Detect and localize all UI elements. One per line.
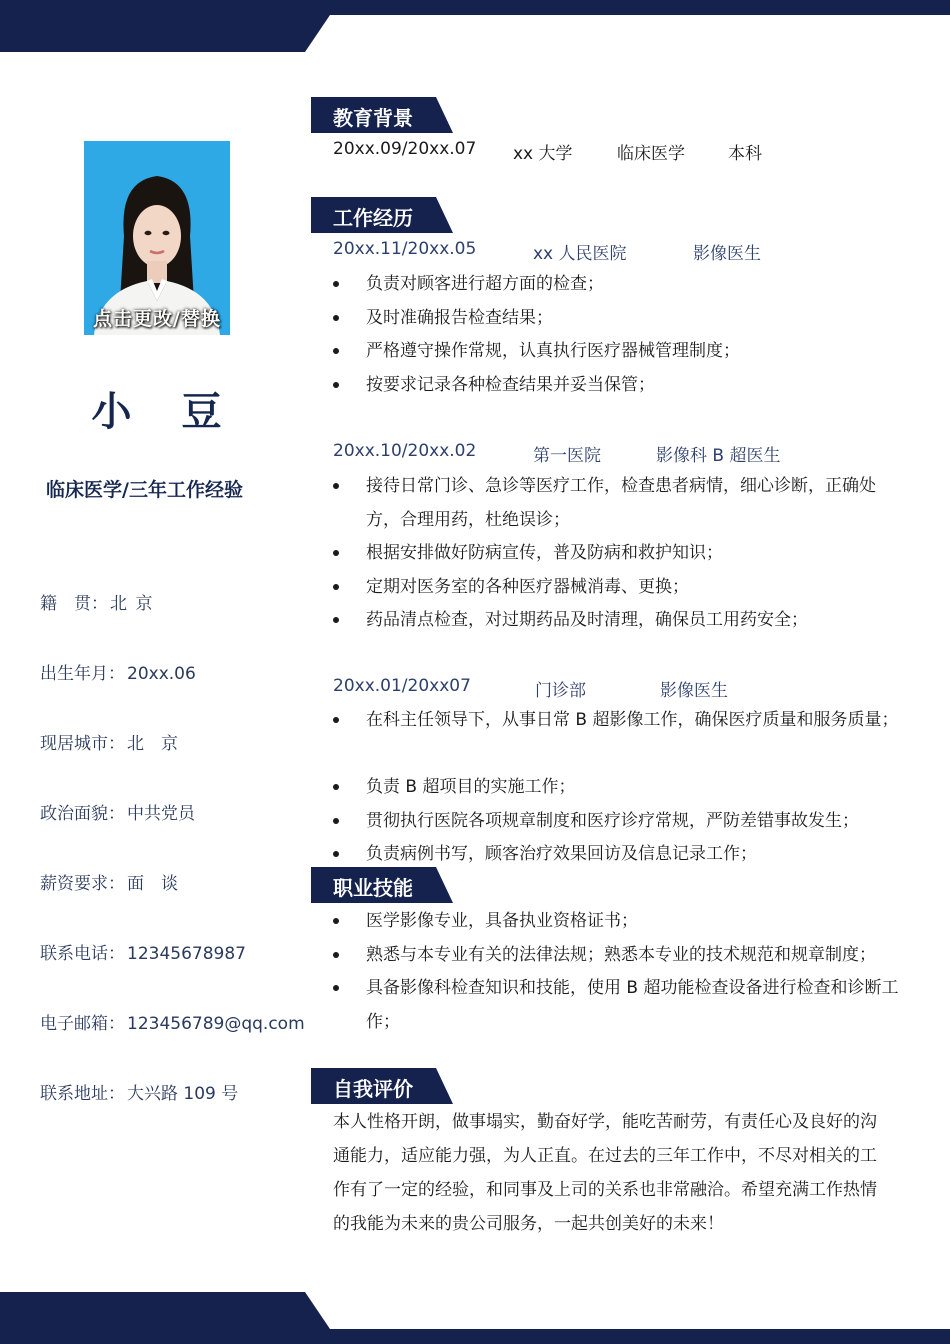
info-city [40, 729, 178, 754]
section-header-education [311, 97, 453, 133]
info-email [40, 1009, 305, 1034]
job-header [333, 239, 761, 264]
bullet-icon [333, 550, 339, 556]
bullet-icon [333, 483, 339, 489]
bullet-icon [333, 918, 339, 924]
section-title: 自我评价 [333, 1077, 413, 1101]
section-title: 职业技能 [333, 876, 413, 900]
job-header [333, 676, 728, 701]
list-item-text: 药品清点检查，对过期药品及时清理，确保员工用药安全； [366, 610, 808, 630]
list-item-text: 医学影像专业，具备执业资格证书； [366, 911, 638, 931]
section-title: 工作经历 [333, 206, 413, 230]
info-birth [40, 659, 196, 684]
list-item [333, 267, 903, 301]
list-item [333, 469, 903, 537]
candidate-name: 小豆 [91, 389, 272, 435]
info-label: 薪资要求： [40, 874, 125, 894]
bullet-icon [333, 818, 339, 824]
bullet-icon [333, 617, 339, 623]
info-salary [40, 869, 178, 894]
info-address [40, 1079, 238, 1104]
job-header [333, 441, 781, 466]
profile-photo[interactable] [84, 141, 230, 335]
list-item [333, 334, 903, 368]
bullet-icon [333, 851, 339, 857]
education-degree: 本科 [728, 144, 762, 164]
info-value: 123456789@qq.com [127, 1014, 305, 1034]
list-item-text: 负责病例书写，顾客治疗效果回访及信息记录工作； [366, 844, 757, 864]
list-item-text: 根据安排做好防病宣传，普及防病和救护知识； [366, 543, 723, 563]
info-value: 大兴路 109 号 [127, 1084, 239, 1104]
section-title: 教育背景 [333, 106, 413, 130]
list-item-text: 负责对顾客进行超方面的检查； [366, 274, 604, 294]
job-role: 影像医生 [693, 244, 761, 264]
job-role: 影像科 B 超医生 [656, 446, 781, 466]
bottom-banner [0, 1292, 950, 1344]
bullet-icon [333, 952, 339, 958]
bullet-icon [333, 985, 339, 991]
job-org: xx 人民医院 [533, 244, 627, 264]
info-label: 政治面貌： [40, 804, 125, 824]
info-value: 12345678987 [127, 944, 246, 964]
section-header-self [311, 1068, 453, 1104]
bullet-icon [333, 584, 339, 590]
list-item-text: 负责 B 超项目的实施工作； [366, 777, 576, 797]
education-major: 临床医学 [617, 144, 685, 164]
list-item [333, 603, 903, 637]
list-item-text: 具备影像科检查知识和技能，使用 B 超功能检查设备进行检查和诊断工作； [366, 978, 899, 1032]
info-value: 20xx.06 [127, 664, 196, 684]
bullet-icon [333, 717, 339, 723]
list-item-text: 熟悉与本专业有关的法律法规；熟悉本专业的技术规范和规章制度； [366, 945, 876, 965]
list-item [333, 938, 903, 972]
job-org: 门诊部 [535, 681, 586, 701]
job-org: 第一医院 [533, 446, 601, 466]
list-item [333, 368, 903, 402]
education-school: xx 大学 [513, 144, 573, 164]
list-item [333, 770, 903, 804]
list-item [333, 837, 903, 871]
info-political [40, 799, 195, 824]
list-item [333, 536, 903, 570]
list-item-text: 严格遵守操作常规，认真执行医疗器械管理制度； [366, 341, 740, 361]
info-label: 联系电话： [40, 944, 125, 964]
bullet-icon [333, 281, 339, 287]
section-header-work [311, 197, 453, 233]
list-item [333, 971, 903, 1039]
education-row [333, 139, 762, 164]
list-item-text: 在科主任领导下，从事日常 B 超影像工作，确保医疗质量和服务质量； [366, 710, 899, 730]
education-period: 20xx.09/20xx.07 [333, 139, 477, 159]
info-label: 电子邮箱： [40, 1014, 125, 1034]
info-label: 出生年月： [40, 664, 125, 684]
info-value: 中共党员 [127, 804, 195, 824]
list-item-text: 贯彻执行医院各项规章制度和医疗诊疗常规，严防差错事故发生； [366, 811, 859, 831]
info-phone [40, 939, 246, 964]
bullet-icon [333, 348, 339, 354]
job-period: 20xx.01/20xx07 [333, 676, 471, 696]
photo-change-caption[interactable]: 点击更改/替换 [93, 308, 221, 330]
job-period: 20xx.11/20xx.05 [333, 239, 477, 259]
bullet-icon [333, 315, 339, 321]
info-value: 北 京 [127, 734, 178, 754]
list-item [333, 703, 903, 737]
job-role: 影像医生 [660, 681, 728, 701]
bullet-icon [333, 382, 339, 388]
candidate-subtitle: 临床医学/三年工作经验 [46, 479, 243, 501]
info-value: 面 谈 [127, 874, 178, 894]
info-label: 联系地址： [40, 1084, 125, 1104]
list-item-text: 接待日常门诊、急诊等医疗工作，检查患者病情，细心诊断，正确处方，合理用药，杜绝误诊； [366, 476, 876, 530]
list-item-text: 按要求记录各种检查结果并妥当保管； [366, 375, 655, 395]
list-item-text: 及时准确报告检查结果； [366, 308, 553, 328]
list-item-text: 定期对医务室的各种医疗器械消毒、更换； [366, 577, 689, 597]
list-item [333, 301, 903, 335]
job-period: 20xx.10/20xx.02 [333, 441, 477, 461]
list-item [333, 904, 903, 938]
top-banner [0, 0, 950, 52]
self-evaluation-text: 本人性格开朗，做事塌实，勤奋好学，能吃苦耐劳，有责任心及良好的沟通能力，适应能力强，为人正直。在过去的三年工作中，不尽对相关的工作有了一定的经验，和同事及上司的关系也非常融洽。希望充满工作热情的我能为未来的贵公司服务，一起共创美好的未来！ [333, 1112, 877, 1234]
bullet-icon [333, 784, 339, 790]
info-value: 北 京 [110, 594, 153, 614]
info-hometown [40, 589, 153, 614]
list-item [333, 570, 903, 604]
info-label: 籍 贯： [40, 594, 108, 614]
info-label: 现居城市： [40, 734, 125, 754]
list-item [333, 804, 903, 838]
section-header-skills [311, 867, 453, 903]
